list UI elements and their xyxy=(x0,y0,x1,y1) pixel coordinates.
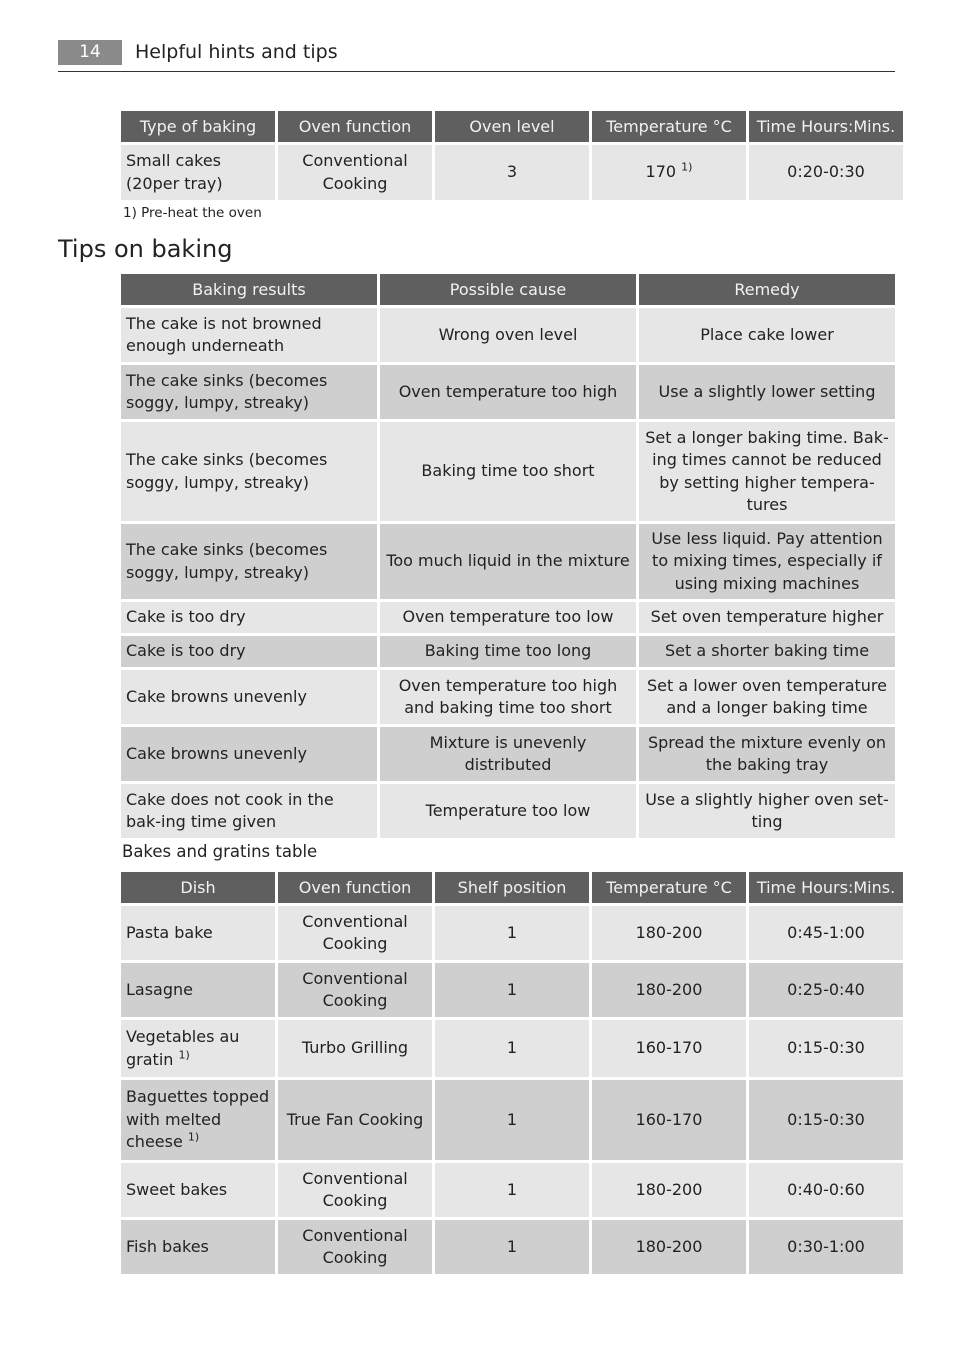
table-row xyxy=(121,422,895,521)
temperature-value: 170 xyxy=(645,162,677,182)
cell-time: 0:30-1:00 xyxy=(749,1220,903,1274)
column-header: Shelf position xyxy=(435,872,589,903)
cell-function: Conventional Cooking xyxy=(278,1220,432,1274)
footnote-marker: 1) xyxy=(187,1130,200,1144)
footnote-marker: 1) xyxy=(178,1048,190,1062)
table-row xyxy=(121,1020,903,1077)
table-caption: Bakes and gratins table xyxy=(122,842,318,861)
table-row xyxy=(121,906,903,960)
cell-temperature: 180-200 xyxy=(592,1220,746,1274)
cell-dish: Pasta bake xyxy=(121,906,275,960)
cell-remedy: Set a lower oven temperature and a longer baking time xyxy=(639,670,895,724)
table-row xyxy=(121,524,895,599)
table-row xyxy=(121,1220,903,1274)
table-row xyxy=(121,365,895,419)
column-header: Oven function xyxy=(278,111,432,142)
cell-result: The cake sinks (becomes soggy, lumpy, streaky) xyxy=(121,365,377,419)
cell-function: True Fan Cooking xyxy=(278,1080,432,1160)
cell-remedy: Use a slightly lower setting xyxy=(639,365,895,419)
cell-temperature xyxy=(592,145,746,200)
column-header: Time Hours:Mins. xyxy=(749,872,903,903)
cell-dish: Lasagne xyxy=(121,963,275,1017)
cell-level: 3 xyxy=(435,145,589,200)
cell-result: Cake browns unevenly xyxy=(121,670,377,724)
cell-time: 0:15-0:30 xyxy=(749,1080,903,1160)
cell-temperature: 160-170 xyxy=(592,1020,746,1077)
cell-dish xyxy=(121,1080,275,1160)
cell-remedy: Set a longer baking time. Bak-ing times cannot be reduced by setting higher tempera-tures xyxy=(639,422,895,521)
cell-time: 0:40-0:60 xyxy=(749,1163,903,1217)
cell-shelf: 1 xyxy=(435,1080,589,1160)
gratins-table xyxy=(118,869,906,1277)
cell-remedy: Set a shorter baking time xyxy=(639,636,895,667)
cell-remedy: Spread the mixture evenly on the baking tray xyxy=(639,727,895,781)
cell-result: Cake does not cook in the bak-ing time given xyxy=(121,784,377,838)
cell-shelf: 1 xyxy=(435,1163,589,1217)
dish-name: Vegetables au gratin xyxy=(126,1027,240,1069)
cell-function: Conventional Cooking xyxy=(278,145,432,200)
table-row xyxy=(121,727,895,781)
column-header: Type of baking xyxy=(121,111,275,142)
column-header: Oven level xyxy=(435,111,589,142)
cell-function: Conventional Cooking xyxy=(278,906,432,960)
small-cakes-table xyxy=(118,108,906,203)
cell-shelf: 1 xyxy=(435,1020,589,1077)
column-header: Temperature °C xyxy=(592,872,746,903)
column-header: Dish xyxy=(121,872,275,903)
page-header xyxy=(58,40,895,72)
cell-result: The cake sinks (becomes soggy, lumpy, streaky) xyxy=(121,422,377,521)
cell-temperature: 160-170 xyxy=(592,1080,746,1160)
section-title: Tips on baking xyxy=(58,235,233,263)
footnote-marker: 1) xyxy=(681,160,693,174)
table-row xyxy=(121,145,903,200)
cell-result: Cake is too dry xyxy=(121,636,377,667)
cell-time: 0:25-0:40 xyxy=(749,963,903,1017)
cell-function: Conventional Cooking xyxy=(278,963,432,1017)
column-header: Possible cause xyxy=(380,274,636,305)
page-number: 14 xyxy=(58,40,122,65)
cell-cause: Mixture is unevenly distributed xyxy=(380,727,636,781)
header-title: Helpful hints and tips xyxy=(135,41,338,63)
cell-time: 0:20-0:30 xyxy=(749,145,903,200)
cell-cause: Oven temperature too low xyxy=(380,602,636,633)
cell-cause: Too much liquid in the mixture xyxy=(380,524,636,599)
cell-cause: Baking time too long xyxy=(380,636,636,667)
cell-temperature: 180-200 xyxy=(592,906,746,960)
cell-cause: Baking time too short xyxy=(380,422,636,521)
cell-function: Conventional Cooking xyxy=(278,1163,432,1217)
table-row xyxy=(121,1080,903,1160)
dish-name: Baguettes topped with melted cheese xyxy=(126,1087,270,1152)
table-row xyxy=(121,784,895,838)
column-header: Baking results xyxy=(121,274,377,305)
cell-cause: Wrong oven level xyxy=(380,308,636,362)
cell-remedy: Set oven temperature higher xyxy=(639,602,895,633)
cell-cause: Oven temperature too high and baking time too short xyxy=(380,670,636,724)
cell-shelf: 1 xyxy=(435,1220,589,1274)
table-row xyxy=(121,1163,903,1217)
cell-cause: Oven temperature too high xyxy=(380,365,636,419)
table-row xyxy=(121,636,895,667)
cell-type: Small cakes (20per tray) xyxy=(121,145,275,200)
footnote: 1) Pre-heat the oven xyxy=(123,205,262,221)
table-row xyxy=(121,963,903,1017)
cell-remedy: Use a slightly higher oven set-ting xyxy=(639,784,895,838)
cell-result: Cake is too dry xyxy=(121,602,377,633)
cell-shelf: 1 xyxy=(435,906,589,960)
cell-time: 0:15-0:30 xyxy=(749,1020,903,1077)
column-header: Oven function xyxy=(278,872,432,903)
cell-result: The cake sinks (becomes soggy, lumpy, streaky) xyxy=(121,524,377,599)
column-header: Remedy xyxy=(639,274,895,305)
table-row xyxy=(121,670,895,724)
cell-result: Cake browns unevenly xyxy=(121,727,377,781)
cell-dish: Sweet bakes xyxy=(121,1163,275,1217)
cell-function: Turbo Grilling xyxy=(278,1020,432,1077)
cell-remedy: Place cake lower xyxy=(639,308,895,362)
cell-remedy: Use less liquid. Pay attention to mixing times, especially if using mixing machines xyxy=(639,524,895,599)
cell-time: 0:45-1:00 xyxy=(749,906,903,960)
tips-table xyxy=(118,271,898,841)
cell-temperature: 180-200 xyxy=(592,963,746,1017)
cell-dish: Fish bakes xyxy=(121,1220,275,1274)
column-header: Time Hours:Mins. xyxy=(749,111,903,142)
cell-result: The cake is not browned enough underneath xyxy=(121,308,377,362)
table-row xyxy=(121,308,895,362)
cell-shelf: 1 xyxy=(435,963,589,1017)
cell-temperature: 180-200 xyxy=(592,1163,746,1217)
cell-cause: Temperature too low xyxy=(380,784,636,838)
cell-dish xyxy=(121,1020,275,1077)
table-row xyxy=(121,602,895,633)
column-header: Temperature °C xyxy=(592,111,746,142)
